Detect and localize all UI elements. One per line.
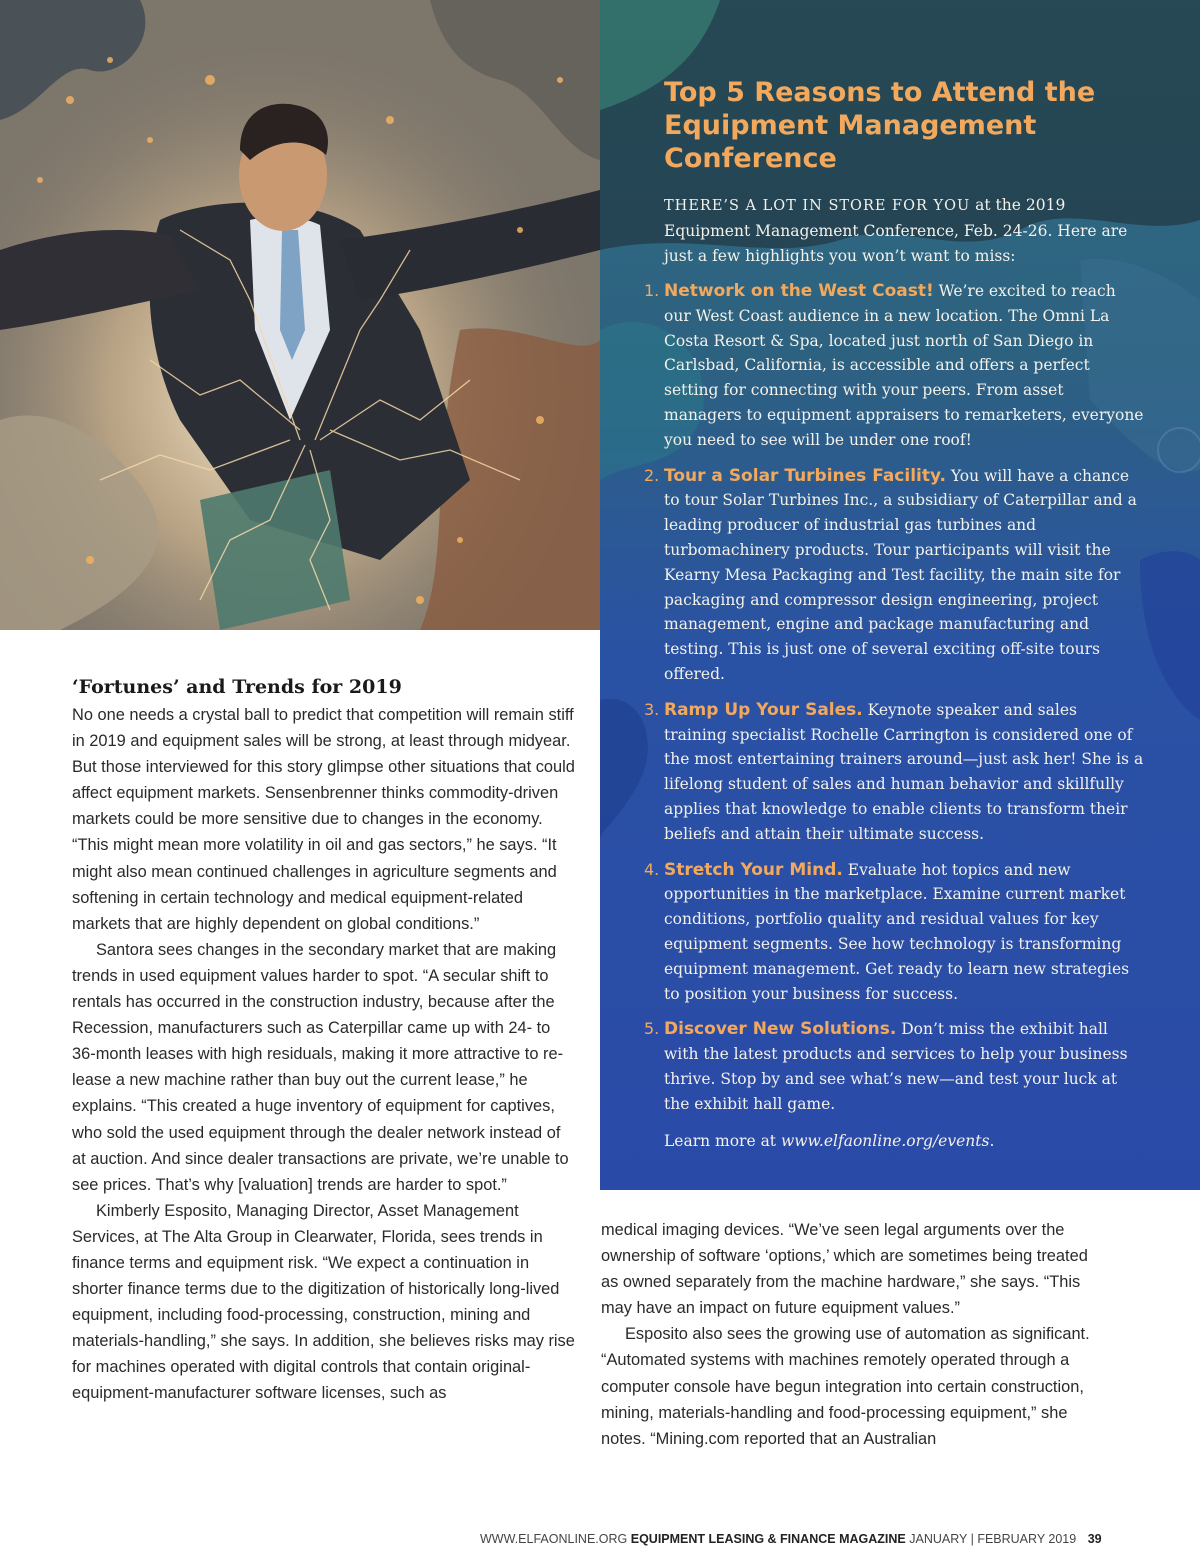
article-paragraph: No one needs a crystal ball to predict that competition will remain stiff in 2019 and equipment sales will be strong, at least through midyear. But those interviewed for this story glimpse other situations that could affect equipment markets. Sensenbrenner thinks commodity-driven markets could be more sensitive due to changes in the economy. “This might mean more volatility in oil and gas sectors,” he says. “It might also mean continued challenges in agriculture segments and softening in certain technology and medical equipment-related markets that are highly dependent on global conditions.” (72, 706, 575, 933)
businessman-sparks-illustration (0, 0, 600, 630)
reasons-list (644, 279, 1144, 1117)
reason-heading: Ramp Up Your Sales. (664, 699, 863, 720)
reason-item-5 (644, 1017, 1144, 1116)
reason-text: Evaluate hot topics and new opportunities in the marketplace. Examine current market conditions, portfolio quality and residual values for key equipment segments. See how technology is transforming equipment management. Get ready to learn new strategies to position your business for success. (664, 860, 1130, 1003)
footer-issue: JANUARY | FEBRUARY 2019 (909, 1532, 1077, 1546)
footer-site: WWW.ELFAONLINE.ORG (480, 1532, 628, 1546)
reason-item-1 (644, 279, 1144, 453)
reason-text: Don’t miss the exhibit hall with the latest products and services to help your business thrive. Stop by and see what’s new—and test your luck at the exhibit hall game. (664, 1020, 1128, 1113)
page-number: 39 (1087, 1532, 1102, 1546)
reason-number: 2. (644, 465, 660, 485)
sidebar-title: Top 5 Reasons to Attend the Equipment Management Conference (664, 77, 1096, 174)
reason-item-3 (644, 698, 1144, 847)
article-column-left (72, 674, 575, 1407)
events-link[interactable]: www.elfaonline.org/events (780, 1131, 990, 1150)
sidebar-intro-text: at the 2019 Equipment Management Conference, Feb. 24-26. Here are just a few highlights you won’t want to miss: (664, 196, 1128, 265)
reason-heading: Network on the West Coast! (664, 281, 934, 301)
learn-more (664, 1129, 1144, 1154)
reason-text: You will have a chance to tour Solar Turbines Inc., a subsidiary of Caterpillar and a leading producer of industrial gas turbines and turbomachinery products. Tour participants will visit the Kearny Mesa Packaging and Test facility, the main site for packaging and compressor design engineering, project management, engine and package manufacturing and testing. This is just one of several exciting off-site tours offered. (664, 466, 1137, 683)
footer-magazine: EQUIPMENT LEASING & FINANCE MAGAZINE (630, 1532, 906, 1546)
page-footer (480, 1532, 1120, 1554)
sidebar-panel (600, 0, 1200, 1190)
sidebar-intro (664, 193, 1144, 269)
article-column-right (601, 1217, 1104, 1452)
section-heading: ‘Fortunes’ and Trends for 2019 (72, 676, 402, 698)
reason-text: Keynote speaker and sales training specialist Rochelle Carrington is considered one of the most entertaining trainers around—just ask her! She is a lifelong student of sales and human behavior and skillfully applies that knowledge to enable clients to transform their beliefs and attain their ultimate success. (664, 700, 1144, 843)
hero-illustration (0, 0, 600, 630)
learn-more-suffix: . (989, 1131, 995, 1150)
learn-more-prefix: Learn more at (664, 1131, 781, 1150)
article-paragraph: Esposito also sees the growing use of automation as significant. “Automated systems with machines remotely operated through a computer console have begun integration into certain construction, mining, materials-handling and food-processing equipment,” she notes. “Mining.com reported that an Australian (601, 1325, 1090, 1448)
reason-heading: Discover New Solutions. (664, 1019, 897, 1040)
reason-heading: Stretch Your Mind. (664, 859, 843, 880)
reason-text: We’re excited to reach our West Coast audience in a new location. The Omni La Costa Resort & Spa, located just north of San Diego in Carlsbad, California, is accessible and offers a perfect setting for connecting with your peers. From asset managers to equipment appraisers to remarketers, everyone you need to see will be under one roof! (664, 282, 1144, 449)
article-paragraph: Kimberly Esposito, Managing Director, Asset Management Services, at The Alta Group in Clearwater, Florida, sees trends in finance terms and equipment risk. “We expect a continuation in shorter finance terms due to the digitization of historically long-lived equipment, including food-processing, construction, mining and materials-handling,” she says. In addition, she believes risks may rise for machines operated with digital controls that contain original-equipment-manufacturer software licenses, such as (72, 1201, 575, 1403)
reason-item-4 (644, 858, 1144, 1007)
article-paragraph: medical imaging devices. “We’ve seen legal arguments over the ownership of software ‘options,’ which are sometimes being treated as owned separately from the machine hardware,” she says. “This may have an impact on future equipment values.” (601, 1221, 1088, 1318)
reason-item-2 (644, 464, 1144, 687)
reason-heading: Tour a Solar Turbines Facility. (664, 465, 946, 486)
sidebar-intro-lead: THERE’S A LOT IN STORE FOR YOU (664, 198, 971, 214)
reason-number: 5. (644, 1019, 660, 1039)
reason-number: 4. (644, 859, 660, 879)
sidebar-content (644, 76, 1144, 1154)
article-paragraph: Santora sees changes in the secondary market that are making trends in used equipment values harder to spot. “A secular shift to rentals has occurred in the construction industry, because after the Recession, manufacturers such as Caterpillar came up with 24- to 36-month leases with high residuals, making it more attractive to re-lease a new machine rather than buy out the current lease,” he explains. “This created a huge inventory of equipment for captives, who sold the used equipment through the dealer network instead of at auction. And since dealer transactions are private, we’re unable to see prices. That’s why [valuation] trends are harder to spot.” (72, 940, 569, 1194)
reason-number: 1. (644, 281, 660, 300)
reason-number: 3. (644, 699, 660, 719)
